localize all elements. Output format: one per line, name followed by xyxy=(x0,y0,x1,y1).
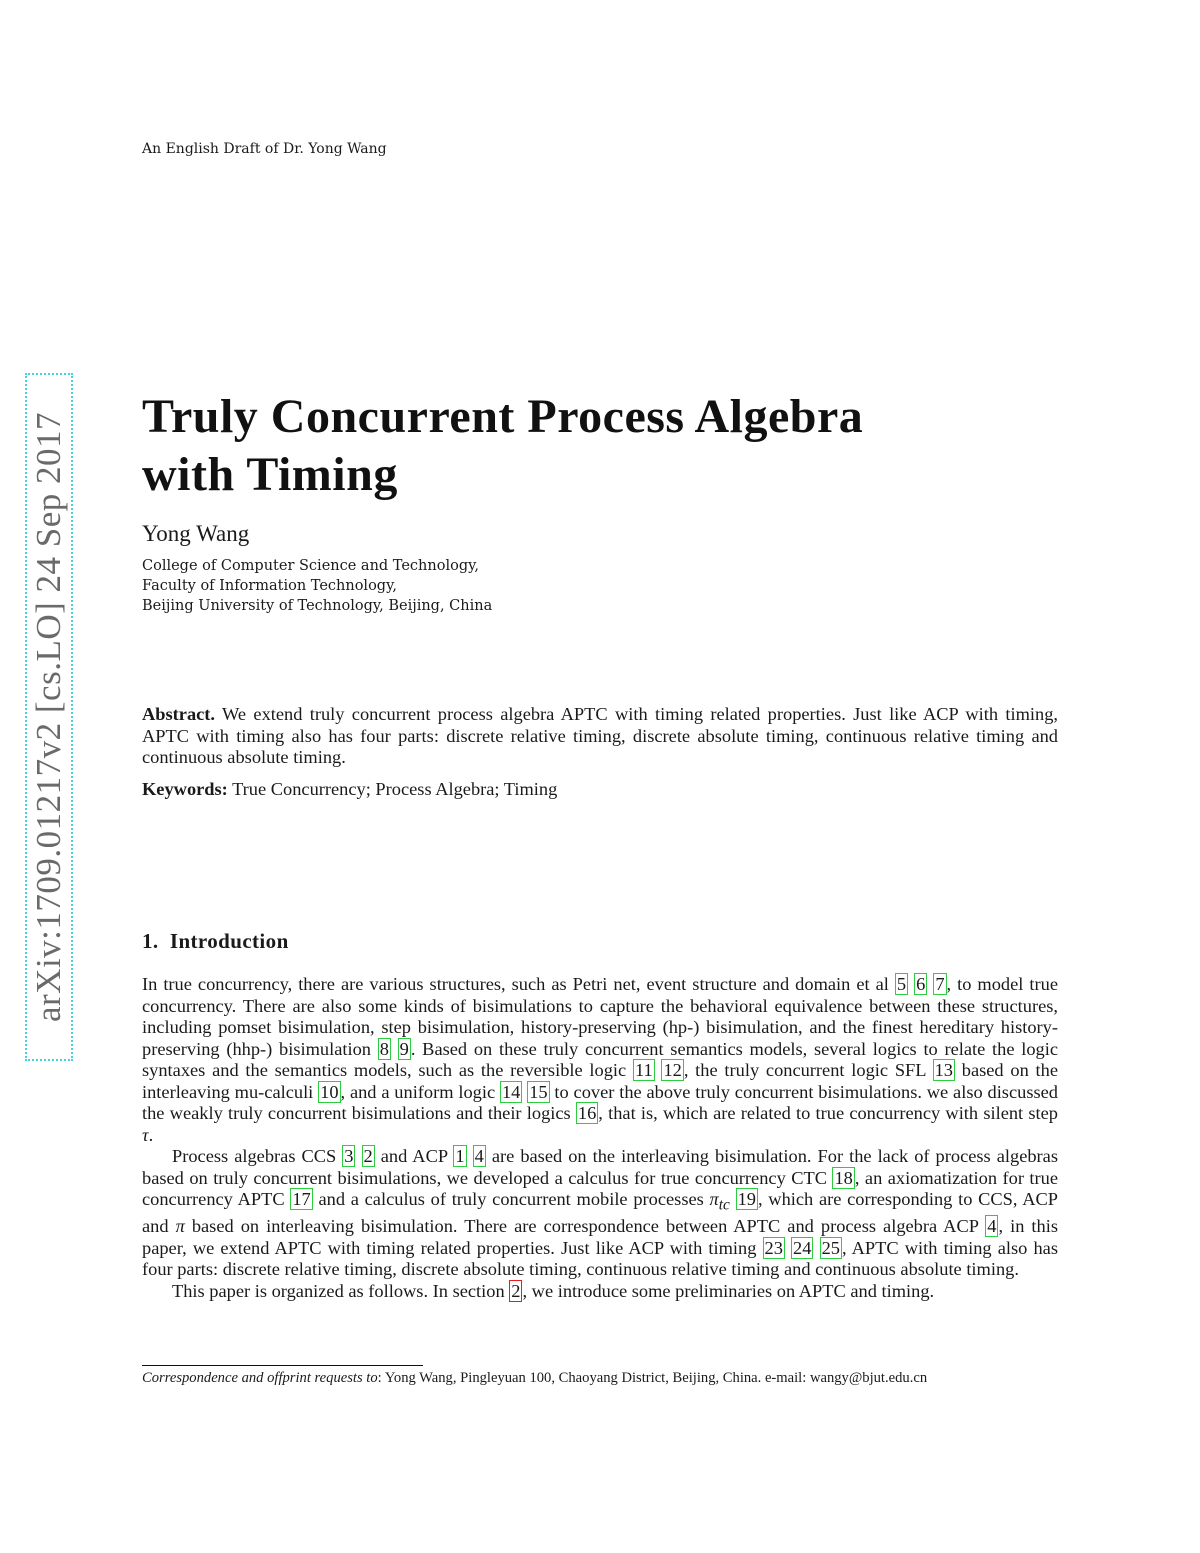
citation-link[interactable]: 23 xyxy=(764,1237,783,1258)
running-head: An English Draft of Dr. Yong Wang xyxy=(142,141,387,157)
citation-link[interactable]: 4 xyxy=(474,1146,484,1166)
citation-link[interactable]: 17 xyxy=(292,1189,311,1209)
keywords xyxy=(142,779,1058,801)
text-run: , APTC with timing also has four parts: discrete relative timing, discrete absolute timing, continuous relative timing and continuous absolute timing. xyxy=(142,1237,1058,1280)
intro-paragraph-2 xyxy=(142,1146,1058,1281)
section-number: 1. xyxy=(142,929,159,953)
text-run: based on interleaving bisimulation. There are correspondence between APTC and process algebra ACP xyxy=(184,1216,986,1237)
author-name: Yong Wang xyxy=(142,521,250,546)
text-run: , we introduce some preliminaries on APTC and timing. xyxy=(522,1280,935,1301)
footnote-rule xyxy=(142,1365,423,1366)
text-run: , to model true concurrency. There are also some kinds of bisimulations to capture the behavioral equivalence between these structures, including pomset bisimulation, step bisimulation, history-preserving (hp-) bisimulation, and the finest hereditary history-preserving (hhp-) bisimulation xyxy=(142,974,1058,1059)
section-heading xyxy=(142,929,289,954)
intro-paragraph-3 xyxy=(142,1281,1058,1303)
abstract-text: We extend truly concurrent process algebra APTC with timing related properties. Just like ACP with timing, APTC with timing also has four parts: discrete relative timing, discrete absolute timing, continuous relative timing and continuous absolute timing. xyxy=(142,704,1059,767)
citation-link[interactable]: 14 xyxy=(501,1081,521,1102)
text-run: Process algebras CCS xyxy=(172,1146,343,1166)
citation-link[interactable]: 2 xyxy=(363,1146,373,1166)
text-run: , that is, which are related to true concurrency with silent step xyxy=(598,1103,1058,1123)
citation-link[interactable]: 9 xyxy=(399,1038,409,1059)
text-run: to cover the above truly concurrent bisimulations. we also discussed the weakly truly concurrent bisimulations and their logics xyxy=(142,1081,1058,1123)
affiliation-line: Faculty of Information Technology, xyxy=(142,578,397,594)
citation-link[interactable]: 10 xyxy=(320,1081,339,1102)
affiliation-line: College of Computer Science and Technology, xyxy=(142,558,479,574)
introduction-body xyxy=(142,974,1058,1302)
pi-symbol: π xyxy=(709,1189,719,1209)
citation-link[interactable]: 8 xyxy=(379,1038,389,1059)
text-run: are based on the interleaving bisimulation. For the lack of process algebras based on truly concurrent bisimulations, we developed a calculus for true concurrency CTC xyxy=(142,1146,1059,1188)
abstract-label: Abstract. xyxy=(142,704,216,724)
footnote-text: : Yong Wang, Pingleyuan 100, Chaoyang District, Beijing, China. e-mail: wangy@bjut.edu.cn xyxy=(377,1370,928,1386)
arxiv-identifier-link[interactable] xyxy=(25,373,73,1061)
tau-symbol: τ xyxy=(142,1124,149,1145)
footnote xyxy=(142,1369,1058,1387)
text-run: , in this paper, we extend APTC with timing related properties. Just like ACP with timing xyxy=(142,1216,1058,1258)
text-run: This paper is organized as follows. In section xyxy=(172,1280,510,1301)
abstract xyxy=(142,704,1058,769)
citation-link[interactable]: 1 xyxy=(455,1146,465,1166)
citation-link[interactable]: 4 xyxy=(987,1216,997,1237)
title-line-2: with Timing xyxy=(142,448,398,501)
citation-link[interactable]: 16 xyxy=(577,1103,597,1123)
section-title: Introduction xyxy=(169,929,289,953)
text-run: . xyxy=(148,1124,154,1145)
affiliation-line: Beijing University of Technology, Beijing, China xyxy=(142,598,493,614)
pi-symbol: π xyxy=(175,1216,185,1237)
citation-link[interactable]: 6 xyxy=(916,974,926,994)
text-run xyxy=(730,1189,736,1209)
paper-title xyxy=(142,388,1062,504)
text-run: based on the interleaving mu-calculi xyxy=(142,1060,1058,1102)
pi-subscript: tc xyxy=(718,1196,730,1214)
citation-link[interactable]: 18 xyxy=(834,1167,853,1188)
text-run: , an axiomatization for true concurrency APTC xyxy=(142,1167,1059,1209)
keywords-label: Keywords: xyxy=(142,779,228,799)
text-run: and a calculus of truly concurrent mobile processes xyxy=(312,1189,710,1209)
footnote-label: Correspondence and offprint requests to xyxy=(142,1370,378,1386)
citation-link[interactable]: 12 xyxy=(663,1060,682,1080)
intro-paragraph-1 xyxy=(142,974,1058,1146)
affiliation xyxy=(142,556,492,616)
text-run: and ACP xyxy=(374,1146,454,1166)
citation-link[interactable]: 11 xyxy=(634,1060,653,1080)
keywords-text: True Concurrency; Process Algebra; Timing xyxy=(232,779,558,799)
citation-link[interactable]: 15 xyxy=(529,1081,548,1102)
section-link[interactable]: 2 xyxy=(511,1280,521,1301)
citation-link[interactable]: 5 xyxy=(896,974,907,994)
text-run: In true concurrency, there are various structures, such as Petri net, event structure and domain et al xyxy=(142,974,895,994)
text-run: . Based on these truly concurrent semantics models, several logics to relate the logic syntaxes and the semantics models, such as the reversible logic xyxy=(142,1038,1058,1080)
citation-link[interactable]: 19 xyxy=(737,1189,756,1209)
text-run: , the truly concurrent logic SFL xyxy=(683,1060,933,1080)
text-run: , which are corresponding to CCS, ACP and xyxy=(142,1189,1058,1237)
text-run: , and a uniform logic xyxy=(340,1081,500,1102)
citation-link[interactable]: 13 xyxy=(934,1060,953,1080)
citation-link[interactable]: 24 xyxy=(793,1237,812,1258)
citation-link[interactable]: 7 xyxy=(935,974,945,994)
citation-link[interactable]: 25 xyxy=(821,1237,840,1258)
title-line-1: Truly Concurrent Process Algebra xyxy=(142,390,864,443)
arxiv-identifier: arXiv:1709.01217v2 [cs.LO] 24 Sep 2017 xyxy=(29,411,68,1023)
citation-link[interactable]: 3 xyxy=(344,1146,354,1166)
